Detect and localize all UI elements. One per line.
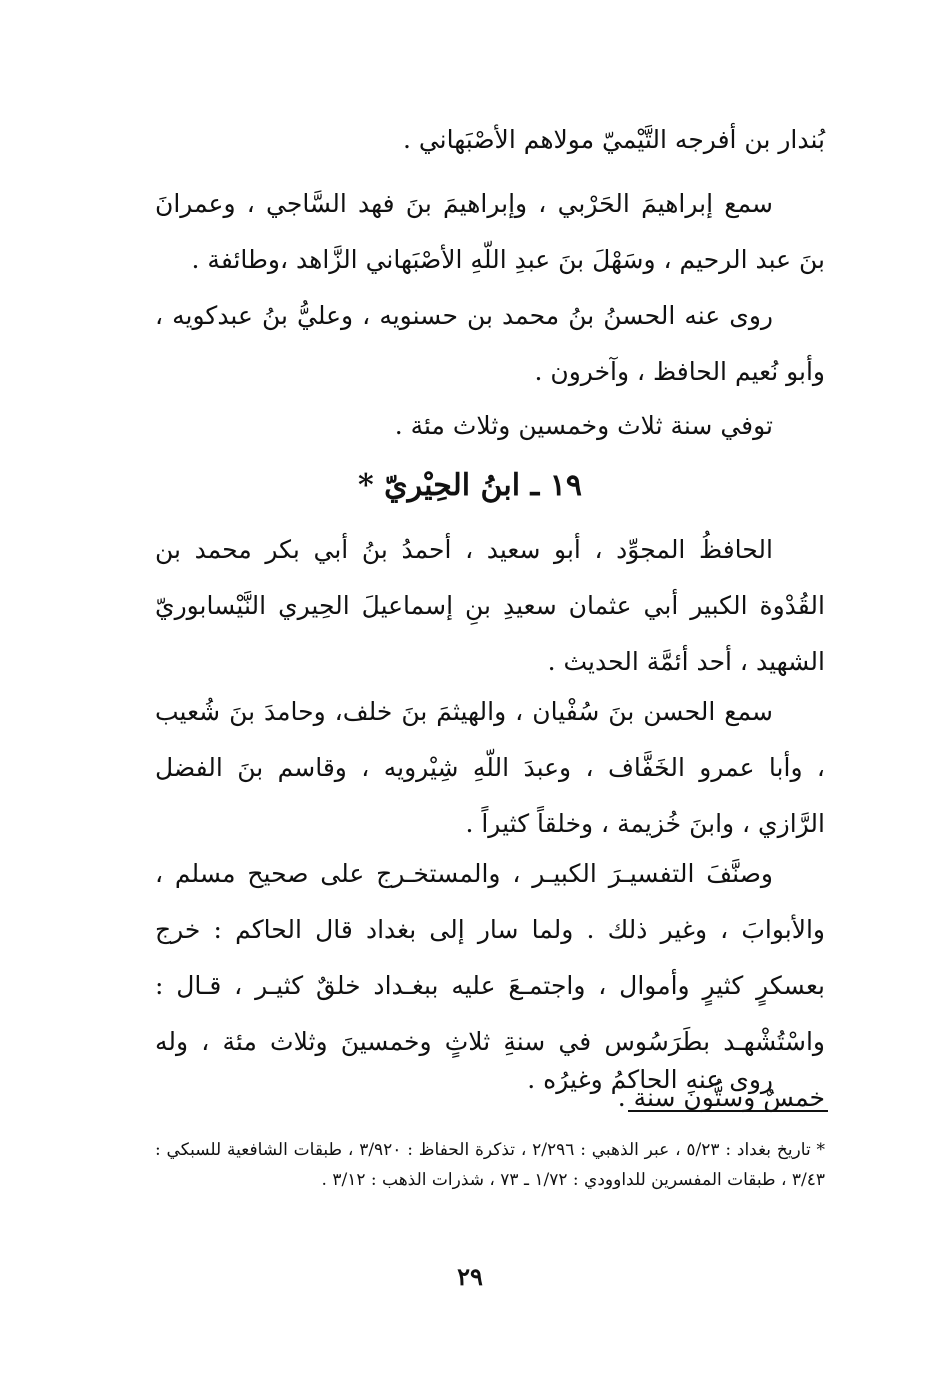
paragraph-text: بُندار بن أفرجه التَّيْميّ مولاهم الأصْبَهاني . <box>402 125 825 154</box>
entry-title: ١٩ ـ ابنُ الحِيْريّ * <box>358 468 582 503</box>
paragraph-text: سمع إبراهيمَ الحَرْبي ، وإبراهيمَ بنَ فهد السَّاجي ، وعمرانَ بنَ عبد الرحيم ، وسَهْلَ بنَ عبدِ اللّهِ الأصْبَهاني الزَّاهد ،وطائفة . <box>155 189 825 274</box>
entry-heading <box>0 456 940 516</box>
paragraph-students <box>155 1052 825 1108</box>
paragraph-heard-from <box>155 176 825 288</box>
paragraph-biography-intro <box>155 522 825 690</box>
footnote-divider <box>628 1110 828 1112</box>
footnote-text: * تاريخ بغداد : ٥/٢٣ ، عبر الذهبي : ٢/٢٩٦ ، تذكرة الحفاظ : ٣/٩٢٠ ، طبقات الشافعية للسبكي : ٣/٤٣ ، طبقات المفسرين للداوودي : ١/٧٢ ـ ٧٣ ، شذرات الذهب : ٣/١٢ . <box>155 1140 825 1190</box>
paragraph-text: وصنَّفَ التفسيـرَ الكبيـر ، والمستخـرج على صحيح مسلم ، والأبوابَ ، وغير ذلك . ولما سار إلى بغداد قال الحاكم : خرج بعسكرٍ كثيرٍ وأموال ، واجتمـعَ عليه ببغـداد خلقٌ كثيـر ، قـال : واسْتُشْهـد بطَرَسُوس في سنةِ ثلاثٍ وخمسينَ وثلاث مئة ، وله خمسٌ وستُّونَ سنة . <box>155 859 825 1112</box>
paragraph-teachers <box>155 684 825 852</box>
paragraph-narrated-by <box>155 288 825 400</box>
paragraph-text: روى عنه الحسنُ بنُ محمد بن حسنويه ، وعليُّ بنُ عبدكويه ، وأبو نُعيم الحافظ ، وآخرون . <box>155 301 825 386</box>
paragraph-text: الحافظُ المجوِّد ، أبو سعيد ، أحمدُ بنُ أبي بكر محمد بن القُدْوة الكبير أبي عثمان سعيدِ بنِ إسماعيلَ الحِيري النَّيْسابوريّ الشهيد ، أحد أئمَّة الحديث . <box>155 535 825 676</box>
page-number: ٢٩ <box>457 1262 483 1291</box>
paragraph-text: روى عنه الحاكمُ وغيرُه . <box>527 1065 773 1094</box>
paragraph-text: سمع الحسن بنَ سُفْيان ، والهيثمَ بنَ خلف، وحامدَ بنَ شُعيب ، وأبا عمرو الخَفَّاف ، وعبدَ اللّهِ شِيْرويه ، وقاسم بنَ الفضل الرَّازي ، وابنَ خُزيمة ، وخلقاً كثيراً . <box>155 697 825 838</box>
footnote-sources <box>155 1135 825 1195</box>
paragraph-death-year <box>155 398 825 454</box>
paragraph-text: توفي سنة ثلاث وخمسين وثلاث مئة . <box>394 411 773 440</box>
paragraph-bundar-lineage <box>155 112 825 168</box>
